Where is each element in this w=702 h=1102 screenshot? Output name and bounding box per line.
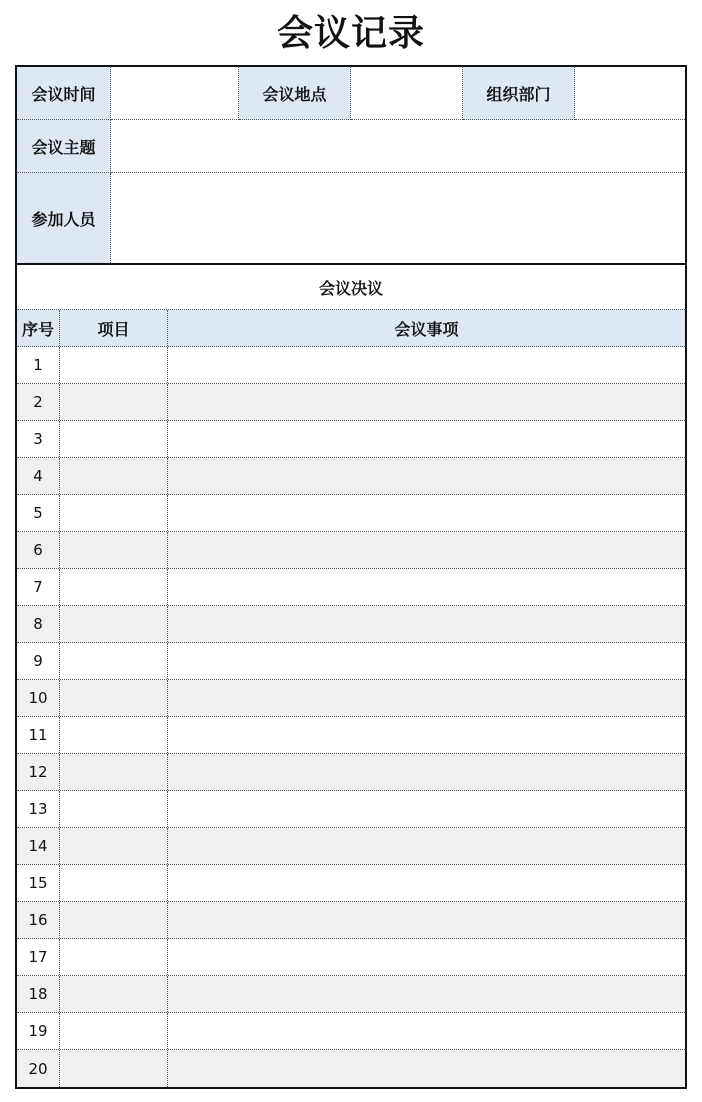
table-row xyxy=(17,1013,685,1050)
table-row xyxy=(17,828,685,865)
resolution-section-title: 会议决议 xyxy=(17,265,685,310)
table-row xyxy=(17,347,685,384)
resolution-table-header xyxy=(17,310,685,347)
row-index: 16 xyxy=(17,902,60,938)
row-item-cell[interactable] xyxy=(60,717,168,753)
row-item-cell[interactable] xyxy=(60,347,168,383)
participants-label: 参加人员 xyxy=(17,173,111,263)
row-index: 4 xyxy=(17,458,60,494)
row-index: 17 xyxy=(17,939,60,975)
row-matter-cell[interactable] xyxy=(168,1050,685,1087)
row-item-cell[interactable] xyxy=(60,791,168,827)
participants-field[interactable] xyxy=(111,173,685,263)
row-index: 6 xyxy=(17,532,60,568)
row-index: 2 xyxy=(17,384,60,420)
row-item-cell[interactable] xyxy=(60,606,168,642)
row-matter-cell[interactable] xyxy=(168,569,685,605)
table-row xyxy=(17,717,685,754)
row-index: 20 xyxy=(17,1050,60,1087)
row-index: 5 xyxy=(17,495,60,531)
table-row xyxy=(17,939,685,976)
row-matter-cell[interactable] xyxy=(168,495,685,531)
row-item-cell[interactable] xyxy=(60,865,168,901)
row-item-cell[interactable] xyxy=(60,1050,168,1087)
row-matter-cell[interactable] xyxy=(168,828,685,864)
resolution-table-body xyxy=(17,347,685,1087)
row-matter-cell[interactable] xyxy=(168,680,685,716)
index-column-header: 序号 xyxy=(17,310,60,346)
row-item-cell[interactable] xyxy=(60,902,168,938)
row-index: 12 xyxy=(17,754,60,790)
meeting-topic-label: 会议主题 xyxy=(17,120,111,173)
row-matter-cell[interactable] xyxy=(168,384,685,420)
table-row xyxy=(17,495,685,532)
row-item-cell[interactable] xyxy=(60,680,168,716)
organizing-department-field[interactable] xyxy=(575,67,685,120)
row-item-cell[interactable] xyxy=(60,458,168,494)
meeting-time-field[interactable] xyxy=(111,67,239,120)
meeting-header-grid xyxy=(17,67,685,265)
row-matter-cell[interactable] xyxy=(168,1013,685,1049)
row-matter-cell[interactable] xyxy=(168,606,685,642)
row-item-cell[interactable] xyxy=(60,569,168,605)
table-row xyxy=(17,569,685,606)
row-matter-cell[interactable] xyxy=(168,791,685,827)
row-matter-cell[interactable] xyxy=(168,865,685,901)
row-matter-cell[interactable] xyxy=(168,717,685,753)
row-index: 1 xyxy=(17,347,60,383)
row-matter-cell[interactable] xyxy=(168,902,685,938)
row-matter-cell[interactable] xyxy=(168,754,685,790)
meeting-time-label: 会议时间 xyxy=(17,67,111,120)
row-item-cell[interactable] xyxy=(60,828,168,864)
table-row xyxy=(17,458,685,495)
row-matter-cell[interactable] xyxy=(168,532,685,568)
table-row xyxy=(17,865,685,902)
row-index: 3 xyxy=(17,421,60,457)
row-matter-cell[interactable] xyxy=(168,939,685,975)
table-row xyxy=(17,421,685,458)
table-row xyxy=(17,643,685,680)
row-item-cell[interactable] xyxy=(60,495,168,531)
meeting-location-label: 会议地点 xyxy=(239,67,351,120)
table-row xyxy=(17,606,685,643)
row-item-cell[interactable] xyxy=(60,532,168,568)
row-index: 19 xyxy=(17,1013,60,1049)
organizing-department-label: 组织部门 xyxy=(463,67,575,120)
row-item-cell[interactable] xyxy=(60,1013,168,1049)
document-title: 会议记录 xyxy=(276,13,425,54)
row-matter-cell[interactable] xyxy=(168,347,685,383)
matter-column-header: 会议事项 xyxy=(394,319,459,339)
meeting-record-sheet xyxy=(15,65,687,1089)
table-row xyxy=(17,680,685,717)
meeting-location-field[interactable] xyxy=(351,67,463,120)
row-matter-cell[interactable] xyxy=(168,421,685,457)
row-index: 8 xyxy=(17,606,60,642)
row-index: 10 xyxy=(17,680,60,716)
row-index: 18 xyxy=(17,976,60,1012)
table-row xyxy=(17,754,685,791)
table-row xyxy=(17,384,685,421)
row-index: 7 xyxy=(17,569,60,605)
row-index: 13 xyxy=(17,791,60,827)
row-item-cell[interactable] xyxy=(60,643,168,679)
table-row xyxy=(17,791,685,828)
table-row xyxy=(17,532,685,569)
table-row xyxy=(17,902,685,939)
row-item-cell[interactable] xyxy=(60,939,168,975)
row-item-cell[interactable] xyxy=(60,754,168,790)
item-column-header: 项目 xyxy=(60,310,168,346)
table-row xyxy=(17,1050,685,1087)
row-item-cell[interactable] xyxy=(60,421,168,457)
row-index: 14 xyxy=(17,828,60,864)
row-item-cell[interactable] xyxy=(60,976,168,1012)
meeting-topic-field[interactable] xyxy=(111,120,685,173)
row-matter-cell[interactable] xyxy=(168,976,685,1012)
row-index: 11 xyxy=(17,717,60,753)
row-matter-cell[interactable] xyxy=(168,643,685,679)
row-matter-cell[interactable] xyxy=(168,458,685,494)
row-item-cell[interactable] xyxy=(60,384,168,420)
row-index: 9 xyxy=(17,643,60,679)
table-row xyxy=(17,976,685,1013)
row-index: 15 xyxy=(17,865,60,901)
